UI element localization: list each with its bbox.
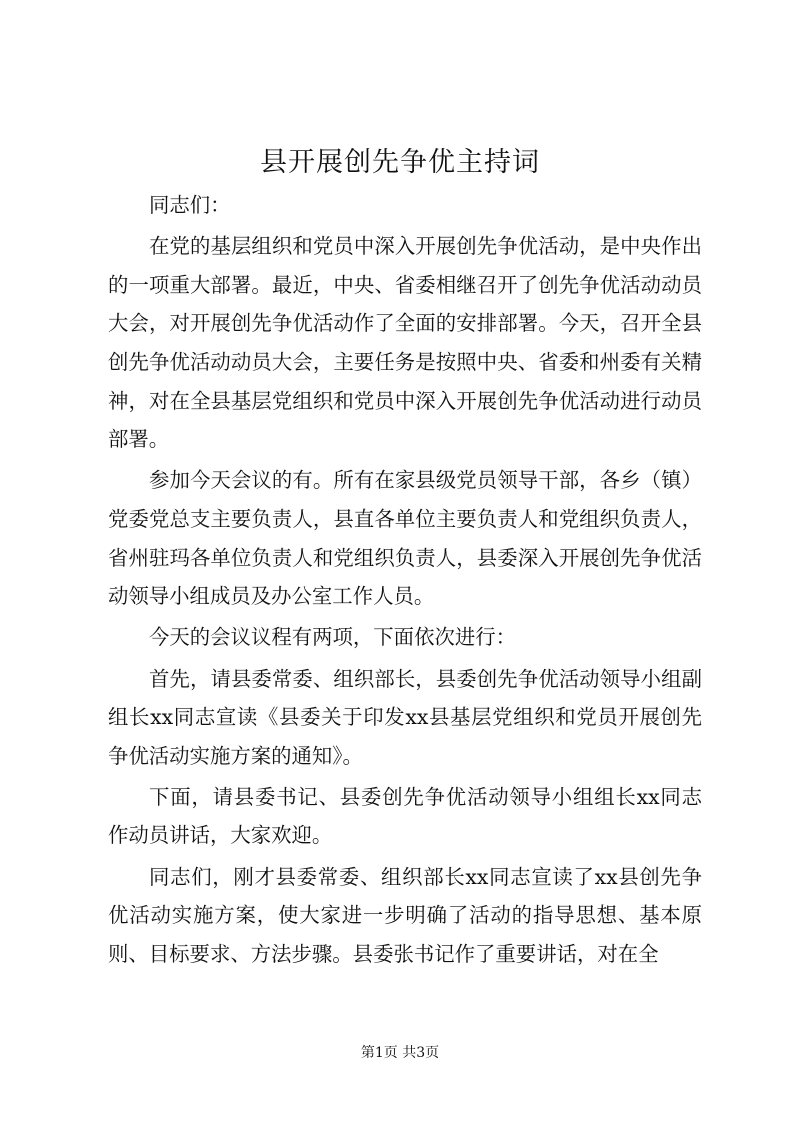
paragraph-1: 在党的基层组织和党员中深入开展创先争优活动，是中央作出的一项重大部署。最近，中央、省委相继召开了创先争优活动动员大会，对开展创先争优活动作了全面的安排部署。今天，召开全县创先争优活动动员大会，主要任务是按照中央、省委和州委有关精神，对在全县基层党组织和党员中深入开展创先争优活动进行动员部署。	[108, 234, 702, 452]
paragraph-3: 今天的会议议程有两项，下面依次进行：	[149, 625, 517, 650]
document-title: 县开展创先争优主持词	[260, 147, 540, 178]
paragraph-4: 首先，请县委常委、组织部长，县委创先争优活动领导小组副组长xx同志宣读《县委关于印发xx县基层党组织和党员开展创先争优活动实施方案的通知》。	[108, 666, 702, 768]
paragraph-2: 参加今天会议的有。所有在家县级党员领导干部，各乡（镇）党委党总支主要负责人，县直各单位主要负责人和党组织负责人，省州驻玛各单位负责人和党组织负责人，县委深入开展创先争优活动领导小组成员及办公室工作人员。	[108, 468, 702, 609]
paragraph-5: 下面，请县委书记、县委创先争优活动领导小组组长xx同志作动员讲话，大家欢迎。	[108, 784, 702, 848]
page-footer: 第1页 共3页	[360, 1045, 440, 1061]
paragraph-6: 同志们，刚才县委常委、组织部长xx同志宣读了xx县创先争优活动实施方案，使大家进一步明确了活动的指导思想、基本原则、目标要求、方法步骤。县委张书记作了重要讲话，对在全	[108, 864, 702, 966]
document-body	[108, 186, 702, 976]
paragraph-salutation: 同志们：	[149, 193, 231, 217]
